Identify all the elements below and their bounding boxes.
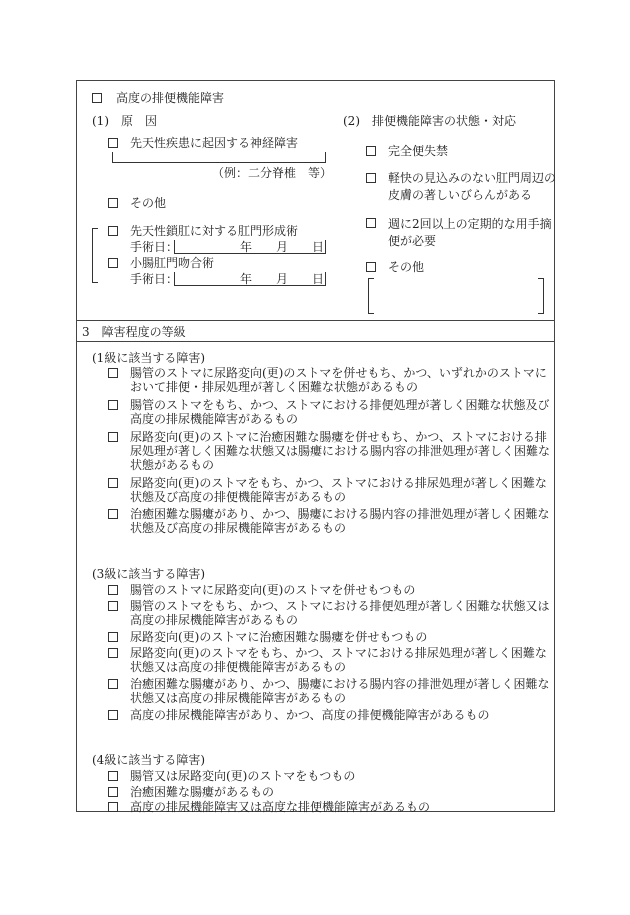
status-item: 完全便失禁: [388, 144, 449, 158]
grade3-item: 高度の排尿機能障害があり、かつ、高度の排便機能障害があるもの: [108, 708, 552, 722]
checkbox-complete-incontinence[interactable]: [366, 146, 376, 156]
status-item: 軽快の見込みのない肛門周辺の皮膚の著しいびらんがある: [388, 171, 557, 202]
checkbox[interactable]: [108, 710, 118, 720]
neuro-cause-input[interactable]: [112, 162, 326, 163]
date-bracket-right: [320, 240, 326, 254]
surgery-date-label: 手術日：: [130, 272, 179, 286]
date-bracket-right: [320, 272, 326, 286]
neuro-cause-label: 先天性疾患に起因する神経障害: [130, 136, 299, 150]
grade3-item: 尿路変向(更)のストマをもち、かつ、ストマにおける排尿処理が著しく困難な状態又は高度の排便機能障害があるもの: [108, 646, 552, 674]
grade1-item: 腸管のストマに尿路変向(更)のストマを併せもち、かつ、いずれかのストマにおいて排便・排尿処理が著しく困難な状態があるもの: [108, 366, 552, 394]
checkbox-manual-disimpaction[interactable]: [366, 218, 376, 228]
grade4-item: 腸管又は尿路変向(更)のストマをもつもの: [108, 769, 552, 783]
day-label: 日: [312, 272, 325, 286]
checkbox[interactable]: [108, 509, 118, 519]
grade1-heading: (1級に該当する障害): [92, 351, 205, 365]
checkbox-status-other[interactable]: [366, 262, 376, 272]
status-other-bracket-right: [538, 278, 544, 314]
checkbox[interactable]: [108, 648, 118, 658]
section3-title: 3 障害程度の等級: [82, 325, 186, 339]
checkbox[interactable]: [108, 632, 118, 642]
neuro-cause-bracket-right: [320, 152, 326, 163]
ileoanal-label: 小腸肛門吻合術: [130, 256, 215, 270]
grade4-item: 治癒困難な腸瘻があるもの: [108, 785, 552, 799]
checkbox[interactable]: [108, 478, 118, 488]
grade4-item: 高度の排尿機能障害又は高度な排便機能障害があるもの: [108, 800, 552, 814]
checkbox[interactable]: [108, 400, 118, 410]
status-other-bracket-left: [368, 278, 374, 314]
checkbox[interactable]: [108, 771, 118, 781]
example-text: （例：二分脊椎 等）: [212, 166, 333, 180]
checkbox-anoplasty[interactable]: [108, 226, 118, 236]
year-label: 年: [240, 240, 253, 254]
checkbox-other-cause[interactable]: [108, 198, 118, 208]
status-item: その他: [388, 260, 425, 274]
checkbox-neuro-cause[interactable]: [108, 138, 118, 148]
checkbox[interactable]: [108, 679, 118, 689]
other-cause-label: その他: [130, 196, 167, 210]
month-label: 月: [276, 240, 289, 254]
checkbox[interactable]: [108, 585, 118, 595]
date-bracket-left: [174, 240, 180, 254]
status-heading: (2) 排便機能障害の状態・対応: [343, 114, 516, 128]
status-item: 週に2回以上の定期的な用手摘便が必要: [388, 217, 552, 248]
checkbox-ileoanal[interactable]: [108, 258, 118, 268]
grade3-item: 腸管のストマに尿路変向(更)のストマを併せもつもの: [108, 583, 552, 597]
grade1-item: 治癒困難な腸瘻があり、かつ、腸瘻における腸内容の排泄処理が著しく困難な状態及び高度の排尿機能障害があるもの: [108, 507, 552, 535]
grade3-item: 治癒困難な腸瘻があり、かつ、腸瘻における腸内容の排泄処理が著しく困難な状態又は高度の排尿機能障害があるもの: [108, 677, 552, 705]
checkbox[interactable]: [108, 601, 118, 611]
checkbox-skin-erosion[interactable]: [366, 173, 376, 183]
day-label: 日: [312, 240, 325, 254]
checkbox[interactable]: [108, 432, 118, 442]
month-label: 月: [276, 272, 289, 286]
cause-heading: (1) 原 因: [92, 114, 157, 128]
checkbox[interactable]: [108, 368, 118, 378]
section-divider: [76, 341, 555, 342]
checkbox[interactable]: [108, 802, 118, 812]
year-label: 年: [240, 272, 253, 286]
checkbox-anal-dysfunction[interactable]: [92, 93, 102, 103]
grade1-item: 尿路変向(更)のストマをもち、かつ、ストマにおける排尿処理が著しく困難な状態及び高度の排便機能障害があるもの: [108, 476, 552, 504]
anoplasty-label: 先天性鎖肛に対する肛門形成術: [130, 224, 299, 238]
date-bracket-left: [174, 272, 180, 286]
surgery-date-label: 手術日：: [130, 240, 179, 254]
anal-dysfunction-title: 高度の排便機能障害: [116, 91, 225, 105]
grade1-item: 腸管のストマをもち、かつ、ストマにおける排便処理が著しく困難な状態及び高度の排尿機能障害があるもの: [108, 398, 552, 426]
grade3-item: 尿路変向(更)のストマに治癒困難な腸瘻を併せもつもの: [108, 630, 552, 644]
checkbox[interactable]: [108, 787, 118, 797]
grade3-heading: (3級に該当する障害): [92, 567, 205, 581]
grade4-heading: (4級に該当する障害): [92, 753, 205, 767]
section-divider: [76, 320, 555, 321]
surgery-group-bracket: [92, 228, 98, 283]
grade1-item: 尿路変向(更)のストマに治癒困難な腸瘻を併せもち、かつ、ストマにおける排尿処理が著しく困難な状態又は腸瘻における腸内容の排泄処理が著しく困難な状態があるもの: [108, 430, 552, 472]
grade3-item: 腸管のストマをもち、かつ、ストマにおける排便処理が著しく困難な状態又は高度の排尿機能障害があるもの: [108, 599, 552, 627]
